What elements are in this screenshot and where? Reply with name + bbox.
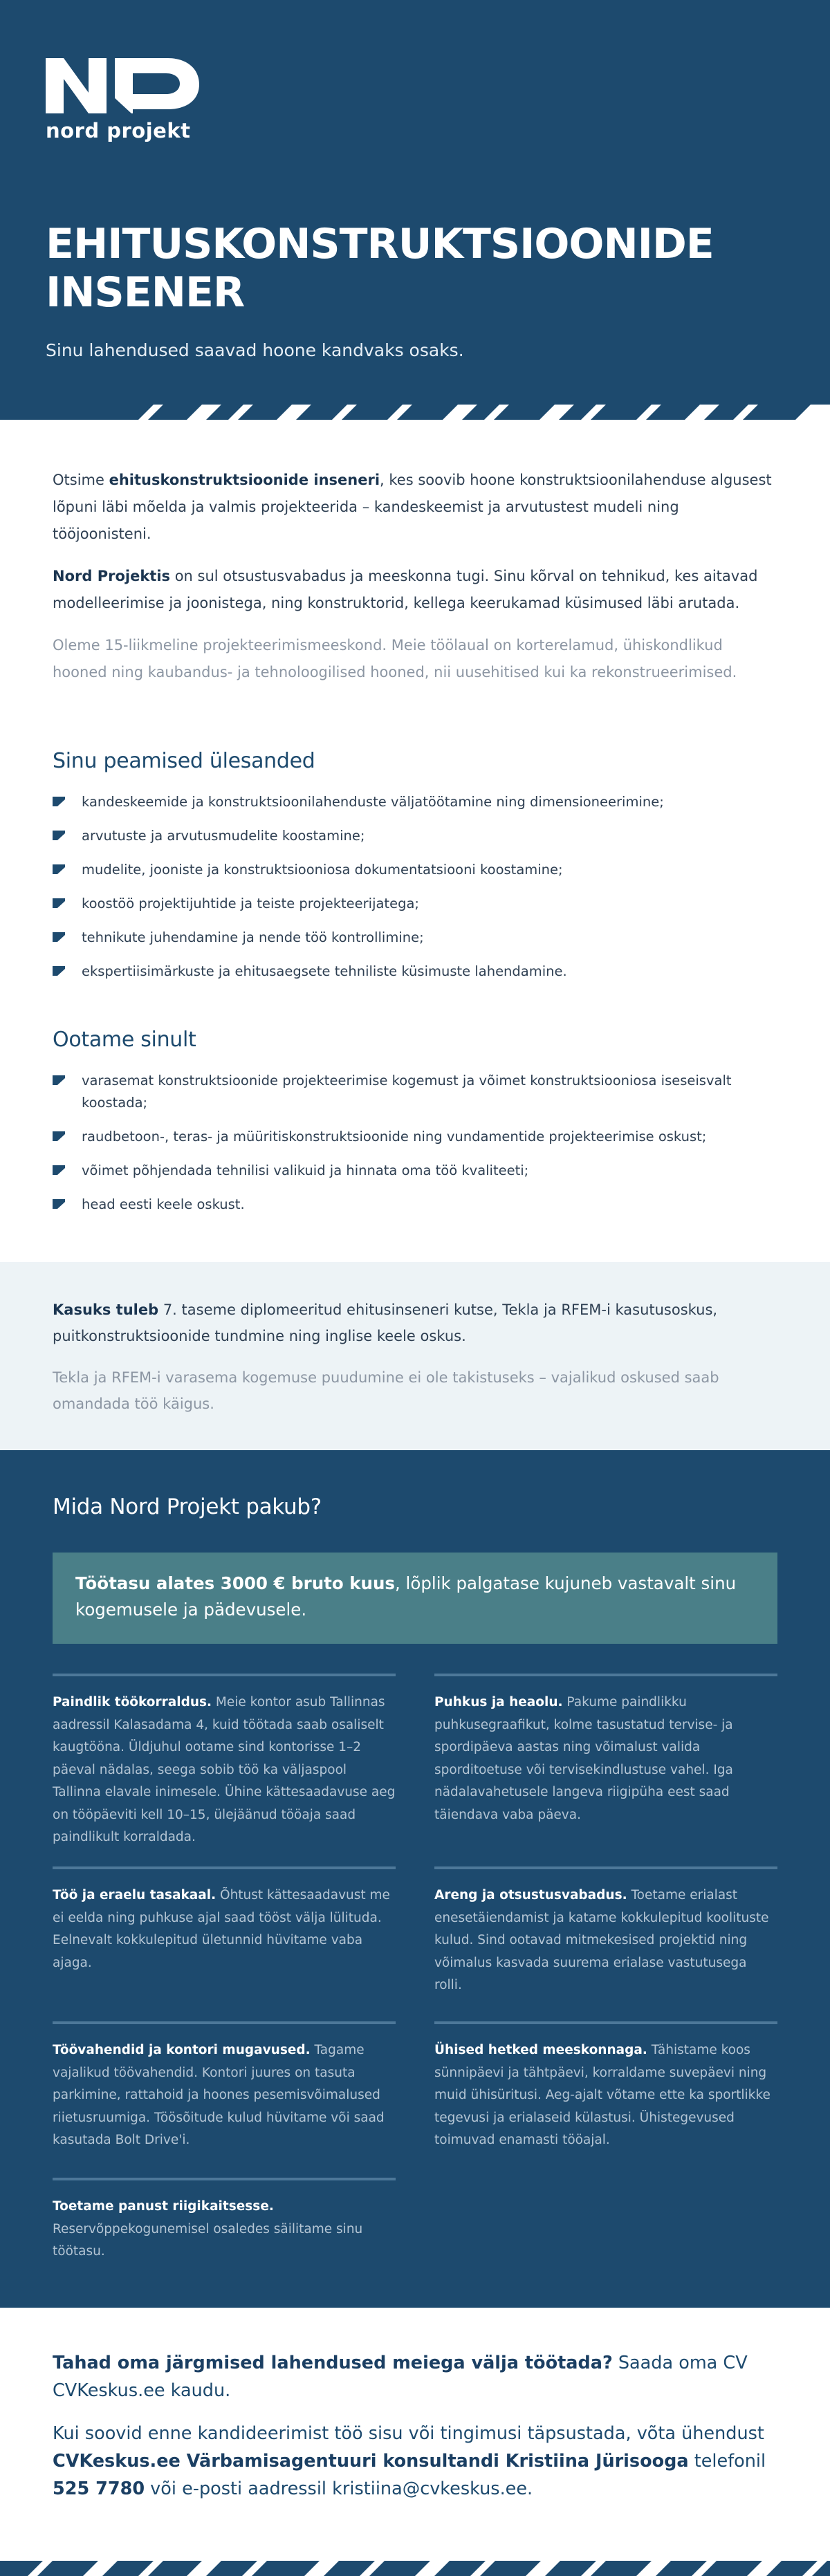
logo-wordmark: nord projekt (46, 119, 191, 142)
bullet-flag-icon (53, 1131, 65, 1141)
diagonal-stripe-divider (0, 405, 830, 420)
tasks-heading: Sinu peamised ülesanded (53, 749, 315, 773)
list-item: mudelite, jooniste ja konstruktsiooniosa dokumentatsiooni koostamine; (53, 859, 779, 881)
salary-amount: Töötasu alates 3000 € bruto kuus (75, 1573, 395, 1593)
requirements-section (53, 1028, 779, 1227)
page-title (46, 220, 779, 317)
tasks-section (53, 749, 779, 994)
title-line-2: INSENER (46, 268, 245, 317)
highlight-company: Nord Projektis (53, 568, 171, 584)
intro-section (53, 467, 772, 701)
hero-subtitle: Sinu lahendused saavad hoone kandvaks osaks. (46, 340, 464, 360)
hero-banner (0, 0, 830, 420)
salary-box (53, 1553, 777, 1644)
bullet-flag-icon (53, 864, 65, 874)
offer-heading: Mida Nord Projekt pakub? (53, 1494, 322, 1519)
advantage-panel (0, 1262, 830, 1450)
bullet-flag-icon (53, 932, 65, 942)
list-item: raudbetoon-, teras- ja müüritiskonstruktsioonide ning vundamentide projekteerimise oskust; (53, 1126, 779, 1148)
benefit-tools-office: Töövahendid ja kontori mugavused. Tagame vajalikud töövahendid. Kontori juures on tasuta parkimine, rattahoid ja hoones pesemisvõimalused riietusruumiga. Töösõitude kulud hüvitame või saad kasutada Bolt Drive'i. (53, 2021, 396, 2152)
requirements-heading: Ootame sinult (53, 1028, 196, 1052)
contact-phone: 525 7780 (53, 2478, 145, 2499)
list-item: varasemat konstruktsioonide projekteerimise kogemust ja võimet konstruktsiooniosa iseseisvalt koostada; (53, 1070, 779, 1114)
advantage-text: Kasuks tuleb 7. taseme diplomeeritud ehitusinseneri kutse, Tekla ja RFEM-i kasutusoskus, puitkonstruktsioonide tundmine ning inglise keele oskus. (53, 1301, 718, 1344)
list-item: ekspertiisimärkuste ja ehitusaegsete tehniliste küsimuste lahendamine. (53, 961, 779, 983)
intro-paragraph-2: Nord Projektis on sul otsustusvabadus ja meeskonna tugi. Sinu kõrval on tehnikud, kes aitavad modelleerimise ja joonistega, ning konstruktorid, kellega keerukamad küsimused läbi arutada. (53, 568, 758, 611)
bullet-flag-icon (53, 797, 65, 806)
benefit-national-defence: Toetame panust riigikaitsesse. Reservõppekogunemisel osaledes säilitame sinu töötasu. (53, 2178, 396, 2263)
list-item: arvutuste ja arvutusmudelite koostamine; (53, 825, 779, 847)
contact-person: CVKeskus.ee Värbamisagentuuri konsultandi Kristiina Jürisooga (53, 2451, 689, 2472)
tasks-list (53, 791, 779, 983)
advantage-label: Kasuks tuleb (53, 1301, 159, 1318)
advantage-note: Tekla ja RFEM-i varasema kogemuse puudumine ei ole takistuseks – vajalikud oskused saab omandada töö käigus. (53, 1369, 719, 1412)
offer-section (0, 1450, 830, 2308)
bullet-flag-icon (53, 898, 65, 908)
contact-section (53, 2349, 779, 2518)
company-logo (46, 55, 203, 144)
intro-paragraph-1: Otsime ehituskonstruktsioonide inseneri, kes soovib hoone konstruktsioonilahenduse algusest lõpuni läbi mõelda ja valmis projekteerida – kandeskeemist ja arvutustest mudeli ning tööjoonisteni. (53, 472, 772, 542)
np-logo-icon (46, 55, 203, 116)
bullet-flag-icon (53, 1075, 65, 1085)
list-item: tehnikute juhendamine ja nende töö kontrollimine; (53, 927, 779, 949)
list-item: võimet põhjendada tehnilisi valikuid ja hinnata oma töö kvaliteeti; (53, 1160, 779, 1182)
bullet-flag-icon (53, 831, 65, 840)
benefit-work-life-balance: Töö ja eraelu tasakaal. Õhtust kättesaadavust me ei eelda ning puhkuse ajal saad tööst välja lülituda. Eelnevalt kokkulepitud ületunnid hüvitame vaba ajaga. (53, 1866, 396, 1974)
bullet-flag-icon (53, 1199, 65, 1209)
salary-text: Töötasu alates 3000 € bruto kuus, lõplik palgatase kujuneb vastavalt sinu kogemusele ja pädevusele. (75, 1573, 737, 1620)
title-line-1: EHITUSKONSTRUKTSIOONIDE (46, 220, 714, 268)
benefit-development: Areng ja otsustusvabadus. Toetame erialast enesetäiendamist ja katame kokkulepitud koolituste kulud. Sind ootavad mitmekesised projektid ning võimalus kasvada suurema erialase vastutusega rolli. (434, 1866, 777, 1997)
list-item: koostöö projektijuhtide ja teiste projekteerijatega; (53, 893, 779, 915)
apply-call-to-action: Tahad oma järgmised lahendused meiega välja töötada? Saada oma CV CVKeskus.ee kaudu. (53, 2353, 748, 2401)
benefit-flexible-work: Paindlik töökorraldus. Meie kontor asub Tallinnas aadressil Kalasadama 4, kuid töötada saab osaliselt kaugtööna. Üldjuhul ootame sind kontorisse 1–2 päeval nädalas, seega sobib töö ka väljaspool Tallinna elavale inimesele. Ühine kättesaadavuse aeg on tööpäeviti kell 10–15, ülejäänud tööaja saad paindlikult korraldada. (53, 1674, 396, 1849)
benefit-vacation-wellbeing: Puhkus ja heaolu. Pakume paindlikku puhkusegraafikut, kolme tasustatud tervise- ja spordipäeva aastas ning võimalust valida sporditoetuse või tervisekindlustuse vahel. Iga nädalavahetusele langeva riigipüha eest saad täiendava vaba päeva. (434, 1674, 777, 1826)
benefit-team-events: Ühised hetked meeskonnaga. Tähistame koos sünnipäevi ja tähtpäevi, korraldame suvepäevi ning muid ühisüritusi. Aeg-ajalt võtame ette ka sportlikke tegevusi ja erialaseid külastusi. Ühistegevused toimuvad enamasti tööajal. (434, 2021, 777, 2152)
requirements-list (53, 1070, 779, 1216)
bullet-flag-icon (53, 966, 65, 976)
diagonal-stripe-footer (0, 2561, 830, 2576)
intro-paragraph-3: Oleme 15-liikmeline projekteerimismeeskond. Meie töölaual on korterelamud, ühiskondlikud hooned ning kaubandus- ja tehnoloogilised hooned, nii uusehitised kui ka rekonstrueerimised. (53, 637, 737, 680)
contact-details: Kui soovid enne kandideerimist töö sisu või tingimusi täpsustada, võta ühendust CVKeskus.ee Värbamisagentuuri konsultandi Kristiina Jürisooga telefonil 525 7780 või e-posti aadressil kristiina@cvkeskus.ee. (53, 2423, 766, 2499)
list-item: kandeskeemide ja konstruktsioonilahenduste väljatöötamine ning dimensioneerimine; (53, 791, 779, 813)
highlight-position: ehituskonstruktsioonide inseneri (109, 472, 380, 488)
list-item: head eesti keele oskust. (53, 1194, 779, 1216)
bullet-flag-icon (53, 1165, 65, 1175)
